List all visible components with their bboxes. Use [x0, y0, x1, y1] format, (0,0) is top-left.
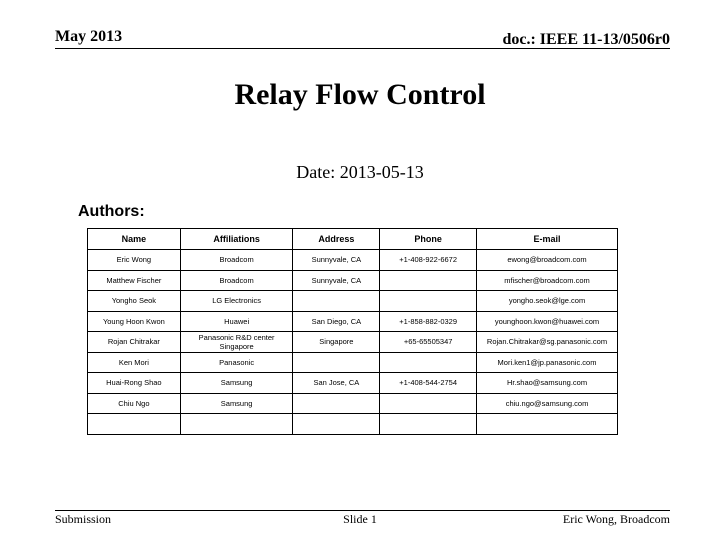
column-header: Phone — [380, 229, 477, 250]
date-line: Date: 2013-05-13 — [296, 162, 424, 182]
table-cell: Broadcom — [180, 250, 293, 271]
table-cell: San Jose, CA — [293, 373, 380, 394]
table-cell: Hr.shao@samsung.com — [477, 373, 618, 394]
column-header: Address — [293, 229, 380, 250]
table-cell — [293, 352, 380, 373]
column-header: Affiliations — [180, 229, 293, 250]
table-cell: Matthew Fischer — [88, 270, 181, 291]
table-cell — [293, 393, 380, 414]
slide-title: Relay Flow Control — [234, 78, 486, 111]
table-cell: Huawei — [180, 311, 293, 332]
table-cell — [380, 291, 477, 312]
table-cell: Mori.ken1@jp.panasonic.com — [477, 352, 618, 373]
column-header: E-mail — [477, 229, 618, 250]
table-row — [88, 414, 618, 435]
table-cell: Eric Wong — [88, 250, 181, 271]
table-cell — [380, 414, 477, 435]
table-cell: Ken Mori — [88, 352, 181, 373]
header-rule — [55, 48, 670, 49]
table-cell: +65-65505347 — [380, 332, 477, 353]
table-cell: +1-408-544-2754 — [380, 373, 477, 394]
table-cell: +1-408-922-6672 — [380, 250, 477, 271]
table-cell: Broadcom — [180, 270, 293, 291]
table-cell — [477, 414, 618, 435]
table-cell — [293, 291, 380, 312]
table-cell: LG Electronics — [180, 291, 293, 312]
table-row — [88, 250, 618, 271]
table-row — [88, 311, 618, 332]
table-cell: Sunnyvale, CA — [293, 270, 380, 291]
header-date: May 2013 — [55, 28, 123, 45]
footer-rule — [55, 510, 670, 511]
table-cell: Yongho Seok — [88, 291, 181, 312]
table-cell: yongho.seok@lge.com — [477, 291, 618, 312]
footer-right: Eric Wong, Broadcom — [562, 512, 670, 526]
table-row — [88, 352, 618, 373]
table-cell: +1-858-882-0329 — [380, 311, 477, 332]
table-row — [88, 270, 618, 291]
table-cell — [380, 270, 477, 291]
table-cell — [88, 414, 181, 435]
footer-slide-number: Slide 1 — [343, 512, 377, 526]
table-cell: younghoon.kwon@huawei.com — [477, 311, 618, 332]
table-cell: Rojan Chitrakar — [88, 332, 181, 353]
table-cell: Panasonic — [180, 352, 293, 373]
table-cell — [180, 414, 293, 435]
table-cell: Samsung — [180, 393, 293, 414]
table-row — [88, 291, 618, 312]
table-cell: Samsung — [180, 373, 293, 394]
table-cell: Singapore — [293, 332, 380, 353]
authors-table — [87, 228, 618, 435]
table-cell: Panasonic R&D center Singapore — [180, 332, 293, 353]
table-cell: mfischer@broadcom.com — [477, 270, 618, 291]
table-cell: Sunnyvale, CA — [293, 250, 380, 271]
table-cell — [293, 414, 380, 435]
authors-label: Authors: — [78, 203, 145, 220]
table-cell: Huai-Rong Shao — [88, 373, 181, 394]
table-cell: ewong@broadcom.com — [477, 250, 618, 271]
table-cell: Chiu Ngo — [88, 393, 181, 414]
table-header-row — [88, 229, 618, 250]
table-cell: Young Hoon Kwon — [88, 311, 181, 332]
table-cell: San Diego, CA — [293, 311, 380, 332]
table-row — [88, 373, 618, 394]
table-cell: chiu.ngo@samsung.com — [477, 393, 618, 414]
table-row — [88, 332, 618, 353]
table-cell: Rojan.Chitrakar@sg.panasonic.com — [477, 332, 618, 353]
header-doc-id: doc.: IEEE 11-13/0506r0 — [502, 31, 670, 48]
table-cell — [380, 352, 477, 373]
column-header: Name — [88, 229, 181, 250]
footer-left: Submission — [55, 512, 112, 526]
table-row — [88, 393, 618, 414]
table-cell — [380, 393, 477, 414]
